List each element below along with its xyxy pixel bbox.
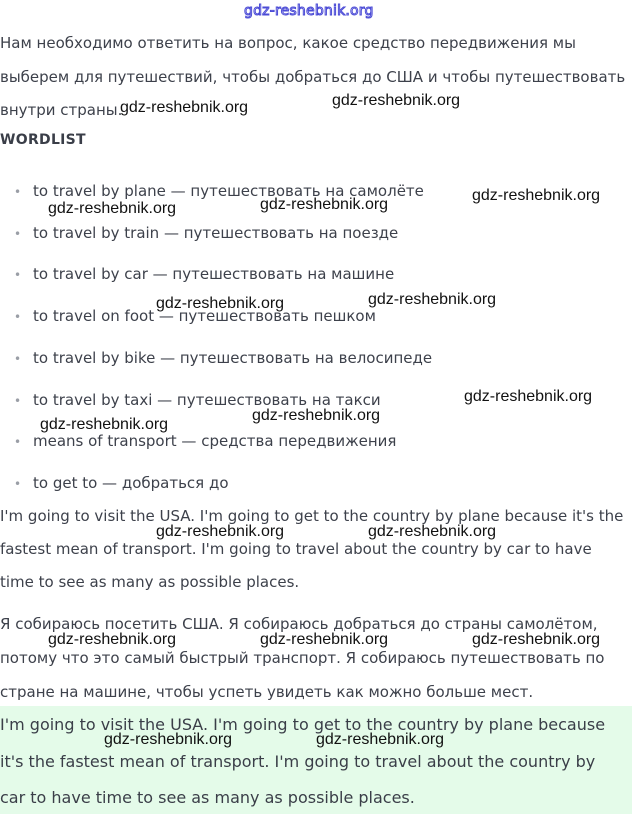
bullet-icon: • bbox=[14, 310, 22, 324]
bullet-icon: • bbox=[14, 227, 22, 241]
watermark: gdz-reshebnik.org bbox=[260, 631, 389, 648]
watermark: gdz-reshebnik.org bbox=[464, 388, 593, 405]
bullet-icon: • bbox=[14, 435, 22, 449]
english-line: I'm going to visit the USA. I'm going to get to the country by plane because it's the bbox=[0, 507, 624, 525]
wordlist-heading: WORDLIST bbox=[0, 132, 86, 148]
list-item bbox=[14, 431, 396, 452]
watermark: gdz-reshebnik.org bbox=[260, 196, 389, 213]
header-watermark: gdz-reshebnik.org bbox=[244, 3, 374, 19]
list-item bbox=[14, 264, 394, 285]
watermark: gdz-reshebnik.org bbox=[120, 99, 249, 116]
watermark: gdz-reshebnik.org bbox=[368, 523, 497, 540]
list-item-text: to get to — добраться до bbox=[33, 474, 229, 492]
watermark: gdz-reshebnik.org bbox=[156, 295, 285, 312]
bullet-icon: • bbox=[14, 185, 22, 199]
answer-line: it's the fastest mean of transport. I'm going to travel about the country by bbox=[0, 752, 596, 771]
watermark: gdz-reshebnik.org bbox=[48, 631, 177, 648]
watermark: gdz-reshebnik.org bbox=[316, 731, 445, 748]
intro-line: Нам необходимо ответить на вопрос, какое средство передвижения мы bbox=[0, 34, 576, 52]
list-item bbox=[14, 473, 229, 494]
watermark: gdz-reshebnik.org bbox=[156, 523, 285, 540]
list-item-text: to travel by train — путешествовать на поезде bbox=[33, 224, 399, 242]
russian-line: Я собираюсь посетить США. Я собираюсь добраться до страны самолётом, bbox=[0, 615, 598, 633]
bullet-icon: • bbox=[14, 352, 22, 366]
english-line: time to see as many as possible places. bbox=[0, 573, 300, 591]
list-item-text: to travel on foot — путешествовать пешком bbox=[33, 307, 376, 325]
russian-line: потому что это самый быстрый транспорт. Я собираюсь путешествовать по bbox=[0, 649, 605, 667]
list-item-text: to travel by plane — путешествовать на самолёте bbox=[33, 182, 424, 200]
bullet-icon: • bbox=[14, 477, 22, 491]
watermark: gdz-reshebnik.org bbox=[332, 92, 461, 109]
answer-line: car to have time to see as many as possible places. bbox=[0, 788, 415, 807]
list-item bbox=[14, 223, 398, 244]
watermark: gdz-reshebnik.org bbox=[472, 187, 601, 204]
list-item-text: to travel by bike — путешествовать на велосипеде bbox=[33, 349, 433, 367]
intro-line: внутри страны. bbox=[0, 101, 123, 119]
watermark: gdz-reshebnik.org bbox=[48, 200, 177, 217]
russian-line: стране на машине, чтобы успеть увидеть как можно больше мест. bbox=[0, 683, 534, 701]
intro-line: выберем для путешествий, чтобы добраться до США и чтобы путешествовать bbox=[0, 68, 626, 86]
watermark: gdz-reshebnik.org bbox=[472, 631, 601, 648]
list-item bbox=[14, 348, 432, 369]
list-item-text: means of transport — средства передвижения bbox=[33, 432, 397, 450]
answer-line: I'm going to visit the USA. I'm going to get to the country by plane because bbox=[0, 715, 606, 734]
list-item-text: to travel by taxi — путешествовать на такси bbox=[33, 391, 381, 409]
watermark: gdz-reshebnik.org bbox=[40, 416, 169, 433]
watermark: gdz-reshebnik.org bbox=[252, 407, 381, 424]
watermark: gdz-reshebnik.org bbox=[368, 291, 497, 308]
bullet-icon: • bbox=[14, 394, 22, 408]
bullet-icon: • bbox=[14, 268, 22, 282]
list-item-text: to travel by car — путешествовать на машине bbox=[33, 265, 395, 283]
english-line: fastest mean of transport. I'm going to travel about the country by car to have bbox=[0, 540, 592, 558]
watermark: gdz-reshebnik.org bbox=[104, 731, 233, 748]
